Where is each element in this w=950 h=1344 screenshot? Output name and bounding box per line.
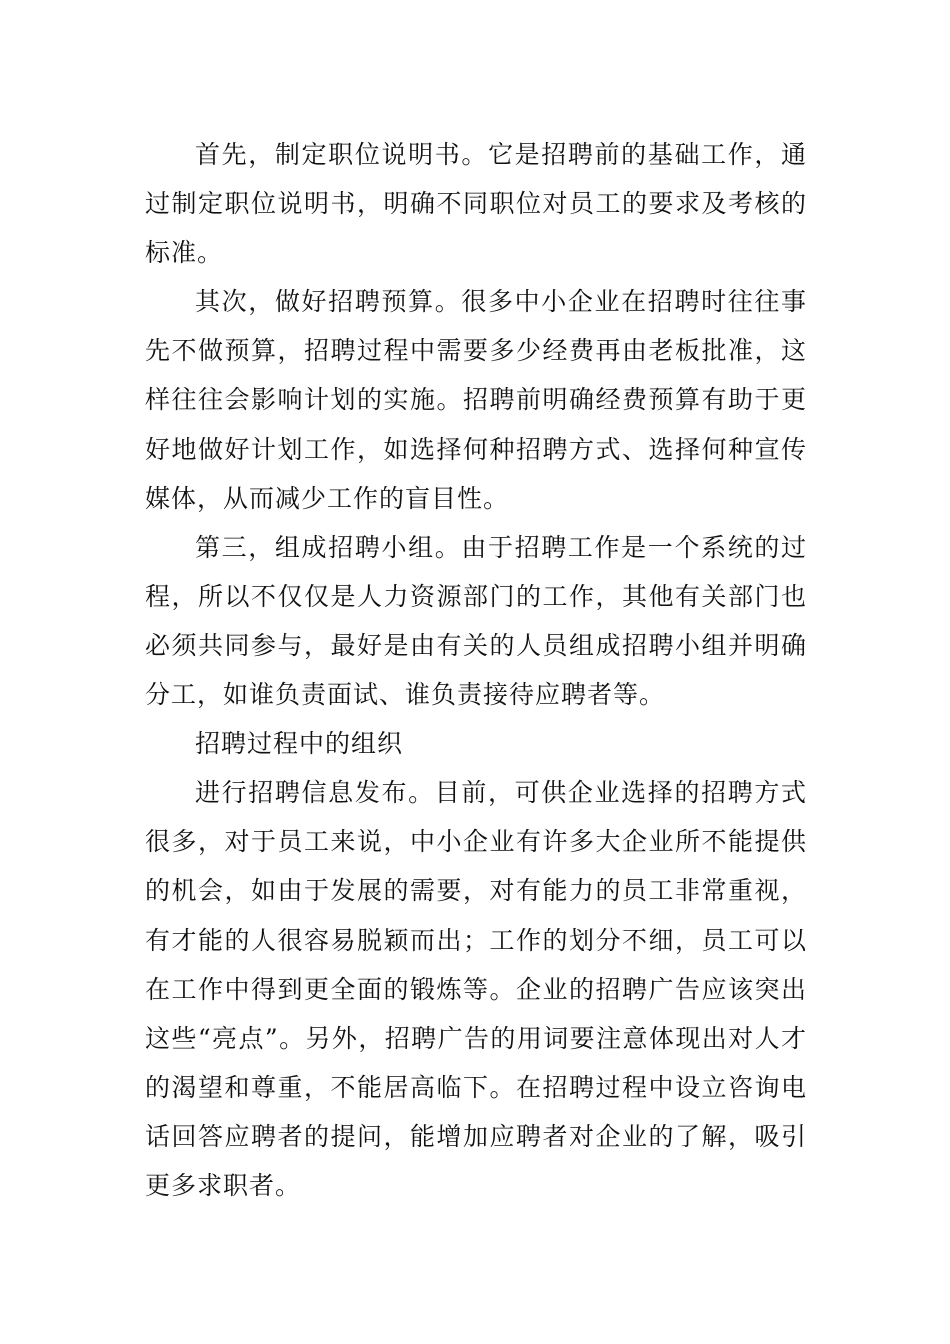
section-heading: 招聘过程中的组织: [195, 729, 404, 759]
paragraph-recruitment-budget: 其次，做好招聘预算。很多中小企业在招聘时往往事先不做预算，招聘过程中需要多少经费再由老板批准，这样往往会影响计划的实施。招聘前明确经费预算有助于更好地做好计划工作，如选择何种招聘方式、选择何种宣传媒体，从而减少工作的盲目性。: [145, 287, 807, 513]
document-page: [145, 130, 807, 1210]
paragraph-info-release: 进行招聘信息发布。目前，可供企业选择的招聘方式很多，对于员工来说，中小企业有许多大企业所不能提供的机会，如由于发展的需要，对有能力的员工非常重视，有才能的人很容易脱颖而出；工作的划分不细，员工可以在工作中得到更全面的锻炼等。企业的招聘广告应该突出这些“亮点”。另外，招聘广告的用词要注意体现出对人才的渴望和尊重，不能居高临下。在招聘过程中设立咨询电话回答应聘者的提问，能增加应聘者对企业的了解，吸引更多求职者。: [145, 778, 807, 1200]
paragraph-job-description: 首先，制定职位说明书。它是招聘前的基础工作，通过制定职位说明书，明确不同职位对员工的要求及考核的标准。: [145, 140, 807, 268]
paragraph-recruitment-team: 第三，组成招聘小组。由于招聘工作是一个系统的过程，所以不仅仅是人力资源部门的工作，其他有关部门也必须共同参与，最好是由有关的人员组成招聘小组并明确分工，如谁负责面试、谁负责接待应聘者等。: [145, 532, 807, 710]
